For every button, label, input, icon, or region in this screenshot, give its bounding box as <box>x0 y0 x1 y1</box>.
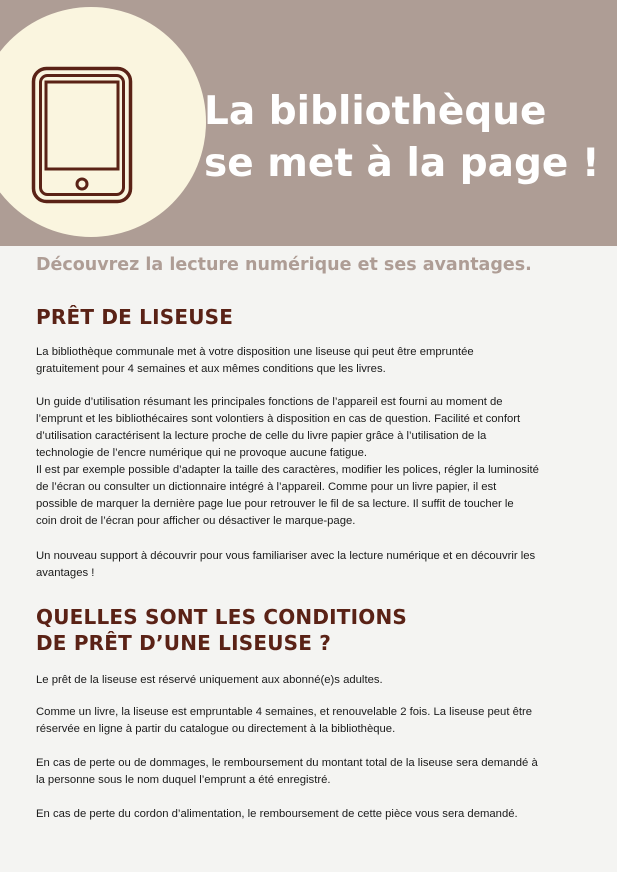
text-line: technologie de l’encre numérique qui ne provoque aucune fatigue. <box>36 447 367 459</box>
paragraph <box>36 806 588 823</box>
text-line: de l’écran ou consulter un dictionnaire intégré à l’appareil. Comme pour un livre papier, il est <box>36 481 497 493</box>
text-line: possible de marquer la dernière page lue pour retrouver le fil de sa lecture. Il suffit de toucher le <box>36 498 514 510</box>
text-line: En cas de perte du cordon d’alimentation, le remboursement de cette pièce vous sera demandé. <box>36 808 518 820</box>
text-line: Un guide d’utilisation résumant les principales fonctions de l’appareil est fourni au moment de <box>36 396 503 408</box>
text-line: réservée en ligne à partir du catalogue ou directement à la bibliothèque. <box>36 723 396 735</box>
paragraph <box>36 548 588 582</box>
text-line: coin droit de l’écran pour afficher ou désactiver le marque-page. <box>36 515 356 527</box>
text-line: d’utilisation caractérisent la lecture proche de celle du livre papier grâce à l’utilisation de la <box>36 430 487 442</box>
title-line-2: se met à la page ! <box>204 141 600 186</box>
paragraph <box>36 755 588 789</box>
paragraph <box>36 704 588 738</box>
text-line: l’emprunt et les bibliothécaires sont volontiers à disposition en cas de question. Facilité et confort <box>36 413 521 425</box>
text-line: gratuitement pour 4 semaines et aux mêmes conditions que les livres. <box>36 363 386 375</box>
text-line: Un nouveau support à découvrir pour vous familiariser avec la lecture numérique et en découvrir les <box>36 550 536 562</box>
text-line: Il est par exemple possible d’adapter la taille des caractères, modifier les polices, régler la luminosité <box>36 464 539 476</box>
text-line: avantages ! <box>36 567 95 579</box>
text-line: Le prêt de la liseuse est réservé uniquement aux abonné(e)s adultes. <box>36 674 383 686</box>
paragraph <box>36 394 588 530</box>
subtitle: Découvrez la lecture numérique et ses avantages. <box>36 255 532 275</box>
paragraph <box>36 672 588 689</box>
section-heading-loan: PRÊT DE LISEUSE <box>36 305 234 329</box>
header-banner <box>0 0 617 246</box>
text-line: la personne sous le nom duquel l’emprunt a été enregistré. <box>36 774 331 786</box>
tablet-icon <box>31 66 133 204</box>
heading-line-2: DE PRÊT D’UNE LISEUSE ? <box>36 631 332 655</box>
section-heading-conditions <box>36 604 407 656</box>
text-line: Comme un livre, la liseuse est empruntable 4 semaines, et renouvelable 2 fois. La liseuse peut être <box>36 706 533 718</box>
text-line: En cas de perte ou de dommages, le remboursement du montant total de la liseuse sera demandé à <box>36 757 538 769</box>
heading-line-1: QUELLES SONT LES CONDITIONS <box>36 605 408 629</box>
text-line: La bibliothèque communale met à votre disposition une liseuse qui peut être empruntée <box>36 346 474 358</box>
paragraph <box>36 344 588 378</box>
title-line-1: La bibliothèque <box>204 89 547 134</box>
page-title <box>204 86 600 190</box>
